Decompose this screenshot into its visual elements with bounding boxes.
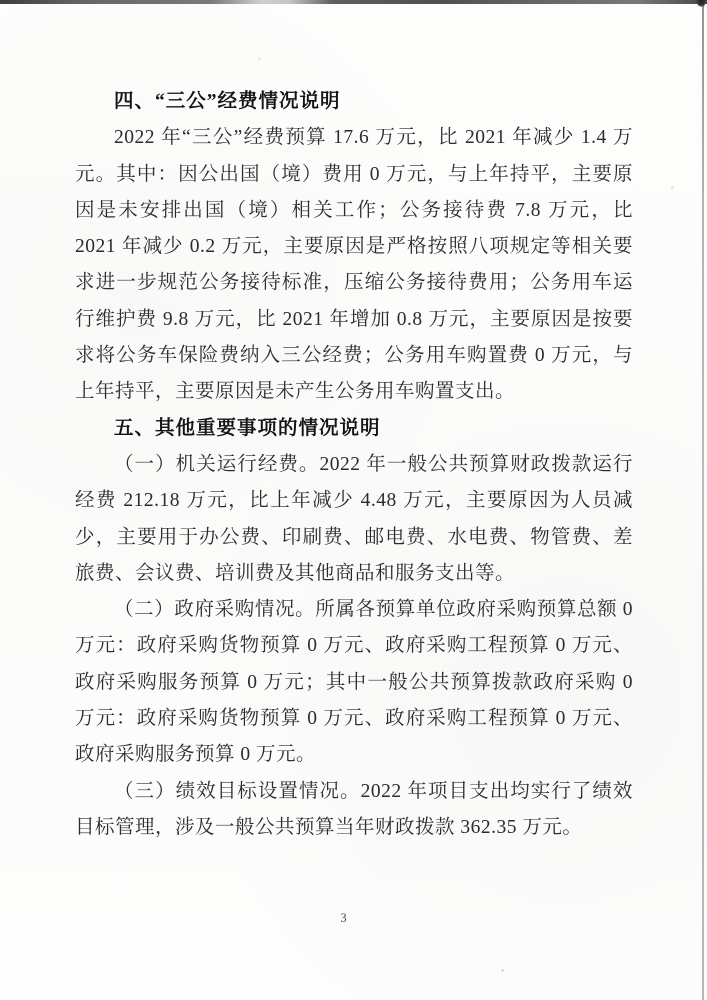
section-heading: 四、“三公”经费情况说明 xyxy=(114,91,341,112)
document-content xyxy=(75,84,633,846)
scan-artifact-top-edge xyxy=(0,0,707,4)
scan-speck xyxy=(258,57,261,60)
paragraph: （二）政府采购情况。所属各预算单位政府采购预算总额 0 万元：政府采购货物预算 0 万元、政府采购工程预算 0 万元、政府采购服务预算 0 万元；其中一般公共预算拨款政府采购 0 万元：政府采购货物预算 0 万元、政府采购工程预算 0 万元、政府采购服务预算 0 万元。 xyxy=(75,599,633,766)
paragraph: 2022 年“三公”经费预算 17.6 万元，比 2021 年减少 1.4 万元。其中：因公出国（境）费用 0 万元，与上年持平，主要原因是未安排出国（境）相关工作；公务接待费 7.8 万元，比 2021 年减少 0.2 万元，主要原因是严格按照八项规定等相关要求进一步规范公务接待标准，压缩公务接待费用；公务用车运行维护费 9.8 万元，比 2021 年增加 0.8 万元，主要原因是按要求将公务车保险费纳入三公经费；公务用车购置费 0 万元，与上年持平，主要原因是未产生公务用车购置支出。 xyxy=(75,127,633,403)
scan-speck xyxy=(501,969,504,972)
section-heading: 五、其他重要事项的情况说明 xyxy=(114,417,381,439)
paragraph: （一）机关运行经费。2022 年一般公共预算财政拨款运行经费 212.18 万元，比上年减少 4.48 万元，主要原因为人员减少，主要用于办公费、印刷费、邮电费、水电费、物管费、差旅费、会议费、培训费及其他商品和服务支出等。 xyxy=(75,453,633,584)
scan-artifact-right-edge xyxy=(702,0,704,1000)
scan-artifact-corner-mark xyxy=(696,0,705,7)
page-number: 3 xyxy=(340,911,347,925)
scan-speck xyxy=(671,186,674,189)
paragraph: （三）绩效目标设置情况。2022 年项目支出均实行了绩效目标管理，涉及一般公共预算当年财政拨款 362.35 万元。 xyxy=(75,780,633,838)
